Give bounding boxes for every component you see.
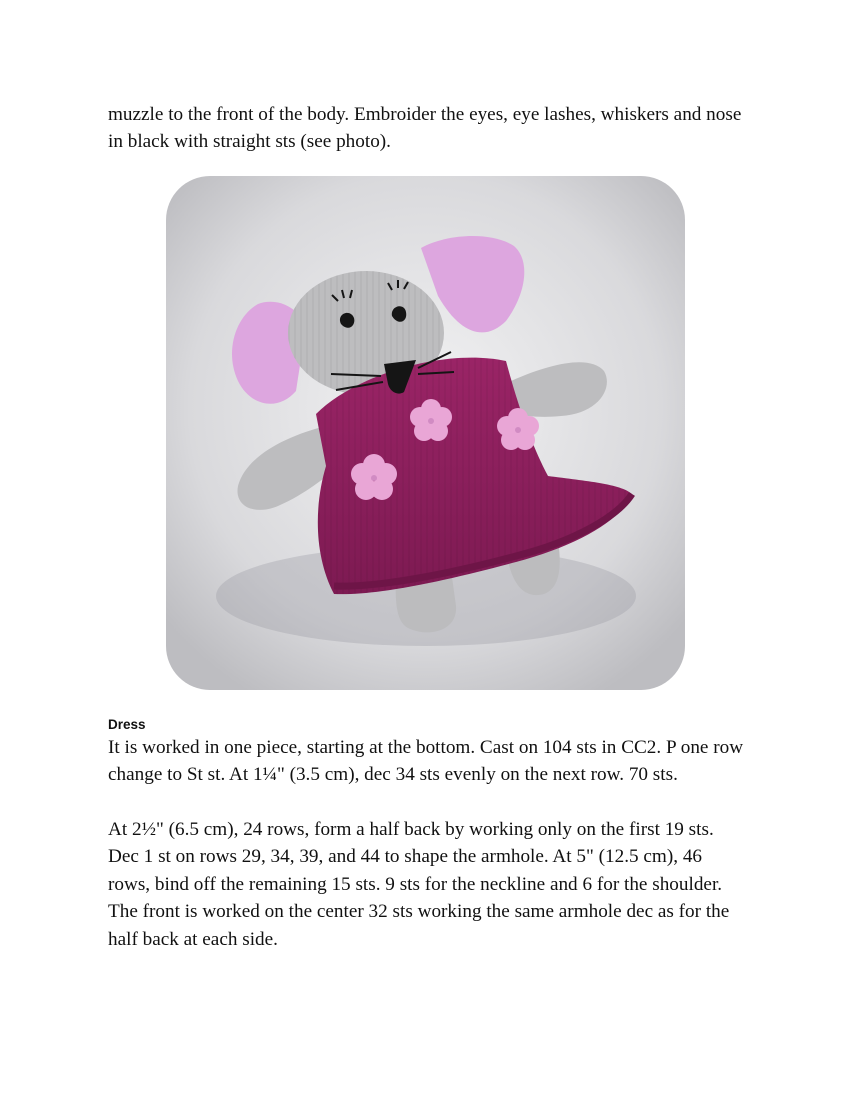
dress-paragraph-1: It is worked in one piece, starting at the bottom. Cast on 104 sts in CC2. P one row change to St st. At 1¼" (3.5 cm), dec 34 sts evenly on the next row. 70 sts.	[108, 737, 744, 786]
mouse-illustration	[166, 176, 685, 690]
dress-paragraph-2: At 2½" (6.5 cm), 24 rows, form a half back by working only on the first 19 sts. Dec 1 st on rows 29, 34, 39, and 44 to shape the armhole. At 5" (12.5 cm), 46 rows, bind off the remaining 15 sts. 9 sts for the neckline and 6 for the shoulder. The front is worked on the center 32 sts working the same armhole dec as for the half back at each side.	[108, 819, 730, 950]
knitted-mouse-photo	[166, 176, 685, 690]
section-heading: Dress	[108, 717, 146, 732]
intro-paragraph: muzzle to the front of the body. Embroider the eyes, eye lashes, whiskers and nose in black with straight sts (see photo).	[108, 104, 742, 153]
